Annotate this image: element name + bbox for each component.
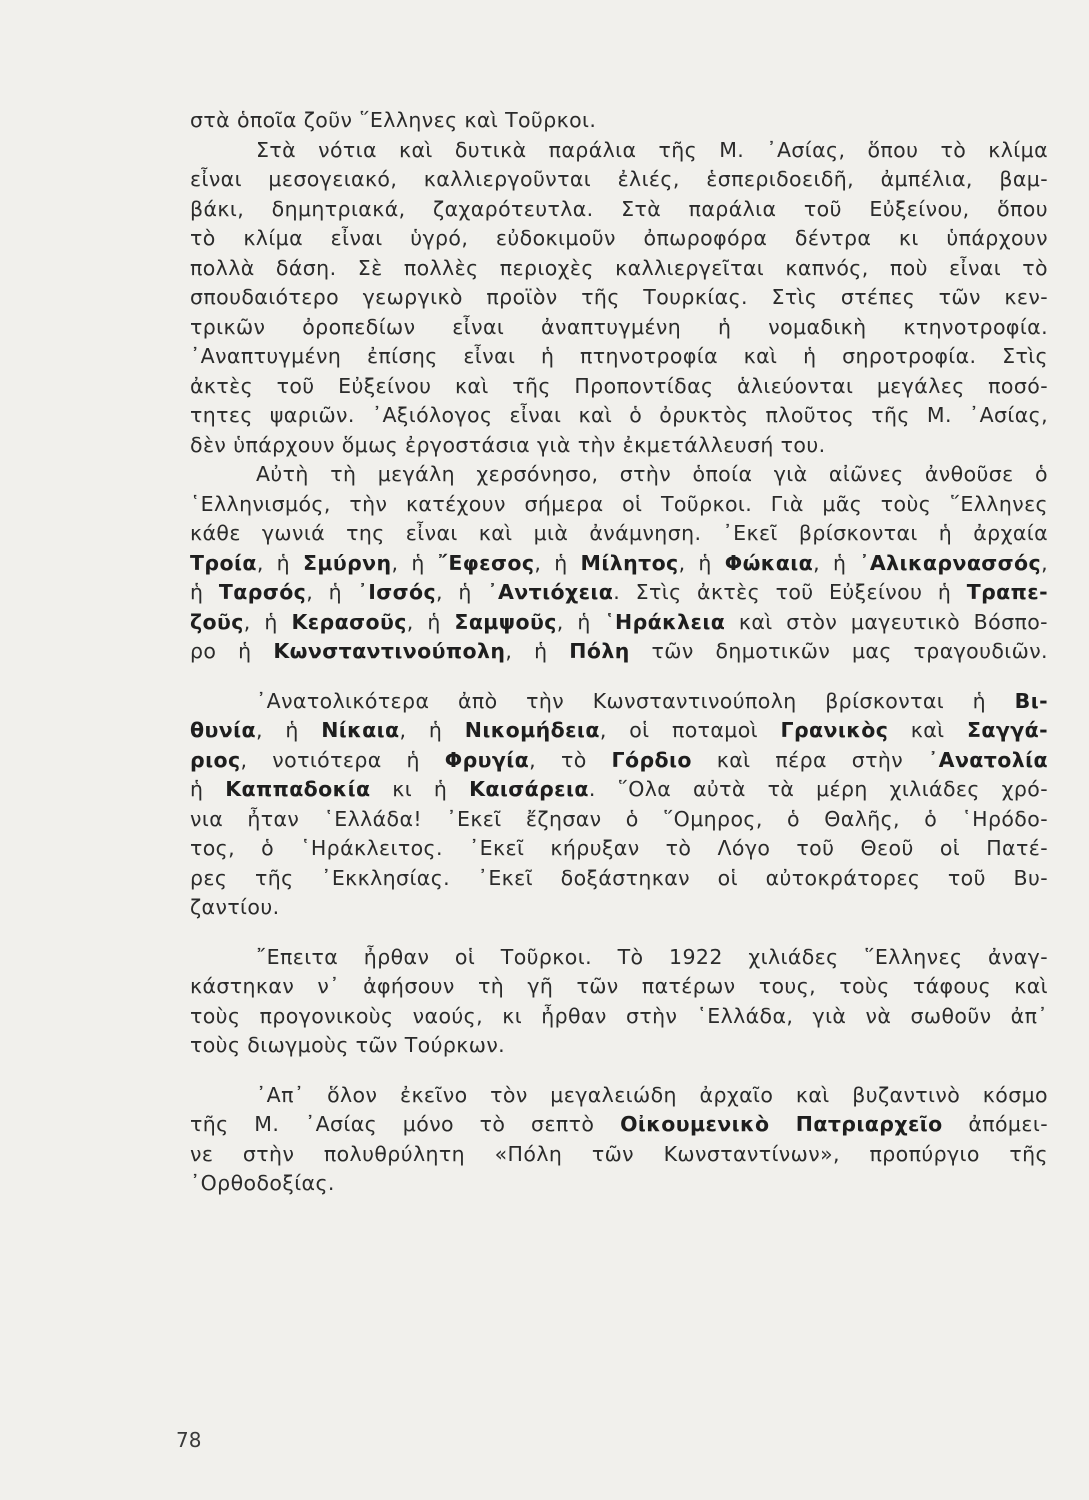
text-line	[190, 313, 1048, 343]
bold-place-name: ῾Ηράκλεια	[604, 609, 726, 634]
text-line	[190, 716, 1048, 746]
text-run: , ἡ	[534, 550, 581, 575]
text-run: , νοτιότερα ἡ	[240, 747, 445, 772]
text-run: ῎Επειτα ἦρθαν οἱ Τοῦρκοι. Τὸ 1922 χιλιάδες ῞Ελληνες ἀναγ-	[256, 944, 1048, 969]
paragraph-gap	[190, 667, 1048, 687]
text-line	[190, 1081, 1048, 1111]
text-line	[190, 775, 1048, 805]
bold-place-name: Γρανικὸς	[780, 718, 889, 742]
text-run: ᾿Αναπτυγμένη ἐπίσης εἶναι ἡ πτηνοτροφία καὶ ἡ σηροτροφία. Στὶς	[190, 344, 1048, 368]
text-line	[190, 1169, 1048, 1199]
text-run: τητες ψαριῶν. ᾿Αξιόλογος εἶναι καὶ ὁ ὀρυκτὸς πλοῦτος τῆς Μ. ᾿Ασίας,	[190, 403, 1048, 427]
text-run: τοὺς προγονικοὺς ναούς, κι ἦρθαν στὴν ῾Ελλάδα, γιὰ νὰ σωθοῦν ἀπ᾿	[190, 1003, 1048, 1028]
text-run: κι ἡ	[370, 777, 470, 801]
bold-place-name: Τροία	[190, 550, 257, 575]
text-run: , ἡ	[391, 550, 438, 575]
text-run: , ἡ	[436, 580, 488, 604]
text-run: κάθε γωνιά της εἶναι καὶ μιὰ ἀνάμνηση. ᾿Εκεῖ βρίσκονται ἡ ἀρχαία	[190, 521, 1048, 545]
text-run: ἡ	[190, 580, 219, 604]
text-line	[190, 460, 1048, 490]
text-line	[190, 195, 1048, 225]
bold-place-name: Πόλη	[569, 639, 630, 663]
bold-place-name: ριος	[190, 747, 241, 772]
text-run: , ἡ	[399, 718, 465, 742]
bold-place-name: Φώκαια	[724, 550, 814, 575]
text-run: σπουδαιότερο γεωργικὸ προϊὸν τῆς Τουρκίας. Στὶς στέπες τῶν κεν-	[190, 285, 1048, 309]
text-line	[190, 342, 1048, 372]
bold-place-name: ᾿Αλικαρνασσός	[859, 550, 1042, 575]
text-run: στὰ ὁποῖα ζοῦν ῞Ελληνες καὶ Τοῦρκοι.	[190, 108, 597, 132]
text-line	[190, 805, 1048, 835]
text-run: τὸ κλίμα εἶναι ὑγρό, εὐδοκιμοῦν ὀπωροφόρα δέντρα κι ὑπάρχουν	[190, 226, 1048, 250]
bold-place-name: Μίλητος	[580, 550, 679, 575]
bold-place-name: Ταρσός	[218, 580, 307, 604]
text-run: . Στὶς ἀκτὲς τοῦ Εὐξείνου ἡ	[613, 580, 967, 604]
text-run: ἀκτὲς τοῦ Εὐξείνου καὶ τῆς Προποντίδας ἁλιεύονται μεγάλες ποσό-	[190, 373, 1048, 398]
text-run: τῆς Μ. ᾿Ασίας μόνο τὸ σεπτὸ	[190, 1112, 621, 1136]
text-run: ἡ	[190, 777, 226, 801]
text-run: ῾Ελληνισμός, τὴν κατέχουν σήμερα οἱ Τοῦρκοι. Γιὰ μᾶς τοὺς ῞Ελληνες	[190, 491, 1048, 516]
text-run: καὶ	[888, 718, 967, 742]
text-run: ,	[1041, 550, 1048, 575]
bold-place-name: ῎Εφεσος	[437, 550, 535, 575]
text-run: ᾿Ορθοδοξίας.	[190, 1171, 335, 1195]
text-line	[190, 972, 1048, 1002]
text-line	[190, 490, 1048, 520]
bold-place-name: Τραπε-	[966, 580, 1048, 604]
text-line	[190, 608, 1048, 638]
text-run: εἶναι μεσογειακό, καλλιεργοῦνται ἐλιές, ἑσπεριδοειδῆ, ἀμπέλια, βαμ-	[190, 167, 1048, 191]
text-run: ᾿Ανατολικότερα ἀπὸ τὴν Κωνσταντινούπολη βρίσκονται ἡ	[256, 688, 1015, 713]
text-line	[190, 254, 1048, 284]
text-run: , ἡ	[255, 718, 322, 742]
text-line	[190, 864, 1048, 894]
text-line	[190, 1002, 1048, 1032]
text-line	[190, 578, 1048, 608]
text-run: , ἡ	[406, 609, 455, 634]
text-line	[190, 943, 1048, 973]
page-text	[190, 106, 1048, 1199]
text-run: καὶ στὸν μαγευτικὸ Βόσπο-	[725, 609, 1048, 634]
text-line	[190, 106, 1048, 136]
text-line	[190, 1031, 1048, 1061]
bold-place-name: Γόρδιο	[611, 747, 692, 772]
bold-place-name: Βι-	[1014, 688, 1048, 713]
text-line	[190, 893, 1048, 923]
text-run: Αὐτὴ τὴ μεγάλη χερσόνησο, στὴν ὁποία γιὰ αἰῶνες ἀνθοῦσε ὁ	[256, 462, 1048, 486]
text-line	[190, 746, 1048, 776]
bold-place-name: Οἰκουμενικὸ Πατριαρχεῖο	[620, 1112, 943, 1136]
text-run: ρο ἡ	[190, 639, 274, 663]
text-run: , ἡ	[556, 609, 605, 634]
text-run: . ῞Ολα αὐτὰ τὰ μέρη χιλιάδες χρό-	[588, 777, 1048, 801]
text-run: , ἡ	[243, 609, 292, 634]
bold-place-name: Νικομήδεια	[464, 718, 600, 742]
text-run: πολλὰ δάση. Σὲ πολλὲς περιοχὲς καλλιεργεῖται καπνός, ποὺ εἶναι τὸ	[190, 255, 1048, 280]
text-line	[190, 431, 1048, 461]
text-line	[190, 1110, 1048, 1140]
text-run: βάκι, δημητριακά, ζαχαρότευτλα. Στὰ παράλια τοῦ Εὐξείνου, ὅπου	[190, 196, 1048, 221]
text-run: τρικῶν ὀροπεδίων εἶναι ἀναπτυγμένη ἡ νομαδικὴ κτηνοτροφία.	[190, 314, 1048, 339]
text-line	[190, 224, 1048, 254]
bold-place-name: Κωνσταντινούπολη	[273, 639, 506, 663]
text-run: , ἡ	[505, 639, 570, 663]
text-run: ρες τῆς ᾿Εκκλησίας. ᾿Εκεῖ δοξάστηκαν οἱ αὐτοκράτορες τοῦ Βυ-	[190, 865, 1048, 890]
bold-place-name: Σμύρνη	[302, 550, 392, 575]
bold-place-name: Καππαδοκία	[225, 777, 371, 801]
text-line	[190, 834, 1048, 864]
text-run: , ἡ	[678, 550, 725, 575]
bold-place-name: Σαγγά-	[966, 718, 1048, 742]
bold-place-name: θυνία	[190, 718, 256, 742]
text-run: δὲν ὑπάρχουν ὅμως ἐργοστάσια γιὰ τὴν ἐκμετάλλευσή του.	[190, 432, 826, 457]
bold-place-name: ᾿Ισσός	[357, 580, 436, 604]
paragraph-gap	[190, 923, 1048, 943]
bold-place-name: Νίκαια	[321, 718, 400, 742]
bold-place-name: Καισάρεια	[469, 777, 589, 801]
text-run: , ἡ	[813, 550, 860, 575]
text-run: , οἱ ποταμοὶ	[599, 718, 781, 742]
text-run: τος, ὁ ῾Ηράκλειτος. ᾿Εκεῖ κήρυξαν τὸ Λόγο τοῦ Θεοῦ οἱ Πατέ-	[190, 836, 1048, 860]
text-line	[190, 549, 1048, 579]
text-run: κάστηκαν ν᾿ ἀφήσουν τὴ γῆ τῶν πατέρων τους, τοὺς τάφους καὶ	[190, 974, 1048, 998]
bold-place-name: Κερασοῦς	[291, 609, 407, 634]
text-line	[190, 283, 1048, 313]
text-line	[190, 1140, 1048, 1170]
text-run: καὶ πέρα στὴν	[691, 747, 929, 772]
text-line	[190, 687, 1048, 717]
bold-place-name: Φρυγία	[444, 747, 530, 772]
paragraph-gap	[190, 1061, 1048, 1081]
text-run: ἀπόμει-	[942, 1112, 1048, 1136]
bold-place-name: ζοῦς	[190, 609, 244, 634]
text-run: , ἡ	[256, 550, 303, 575]
text-line	[190, 401, 1048, 431]
text-line	[190, 136, 1048, 166]
text-run: ζαντίου.	[190, 895, 280, 919]
text-run: Στὰ νότια καὶ δυτικὰ παράλια τῆς Μ. ᾿Ασίας, ὅπου τὸ κλίμα	[256, 137, 1048, 162]
text-run: , τὸ	[529, 747, 612, 772]
text-run: , ἡ	[306, 580, 358, 604]
page-number: 78	[176, 1428, 202, 1452]
text-line	[190, 372, 1048, 402]
bold-place-name: ᾿Ανατολία	[928, 747, 1049, 772]
text-run: νια ἦταν ῾Ελλάδα! ᾿Εκεῖ ἔζησαν ὁ ῞Ομηρος, ὁ Θαλῆς, ὁ ῾Ηρόδο-	[190, 806, 1048, 831]
text-line	[190, 519, 1048, 549]
text-line	[190, 165, 1048, 195]
text-run: ᾿Απ᾿ ὅλον ἐκεῖνο τὸν μεγαλειώδη ἀρχαῖο καὶ βυζαντινὸ κόσμο	[256, 1082, 1048, 1107]
bold-place-name: ᾿Αντιόχεια	[487, 580, 614, 604]
text-run: νε στὴν πολυθρύλητη «Πόλη τῶν Κωνσταντίνων», προπύργιο τῆς	[190, 1141, 1048, 1166]
bold-place-name: Σαμψοῦς	[454, 609, 557, 634]
text-run: τῶν δημοτικῶν μας τραγουδιῶν.	[629, 639, 1048, 663]
text-line	[190, 637, 1048, 667]
text-run: τοὺς διωγμοὺς τῶν Τούρκων.	[190, 1033, 506, 1057]
